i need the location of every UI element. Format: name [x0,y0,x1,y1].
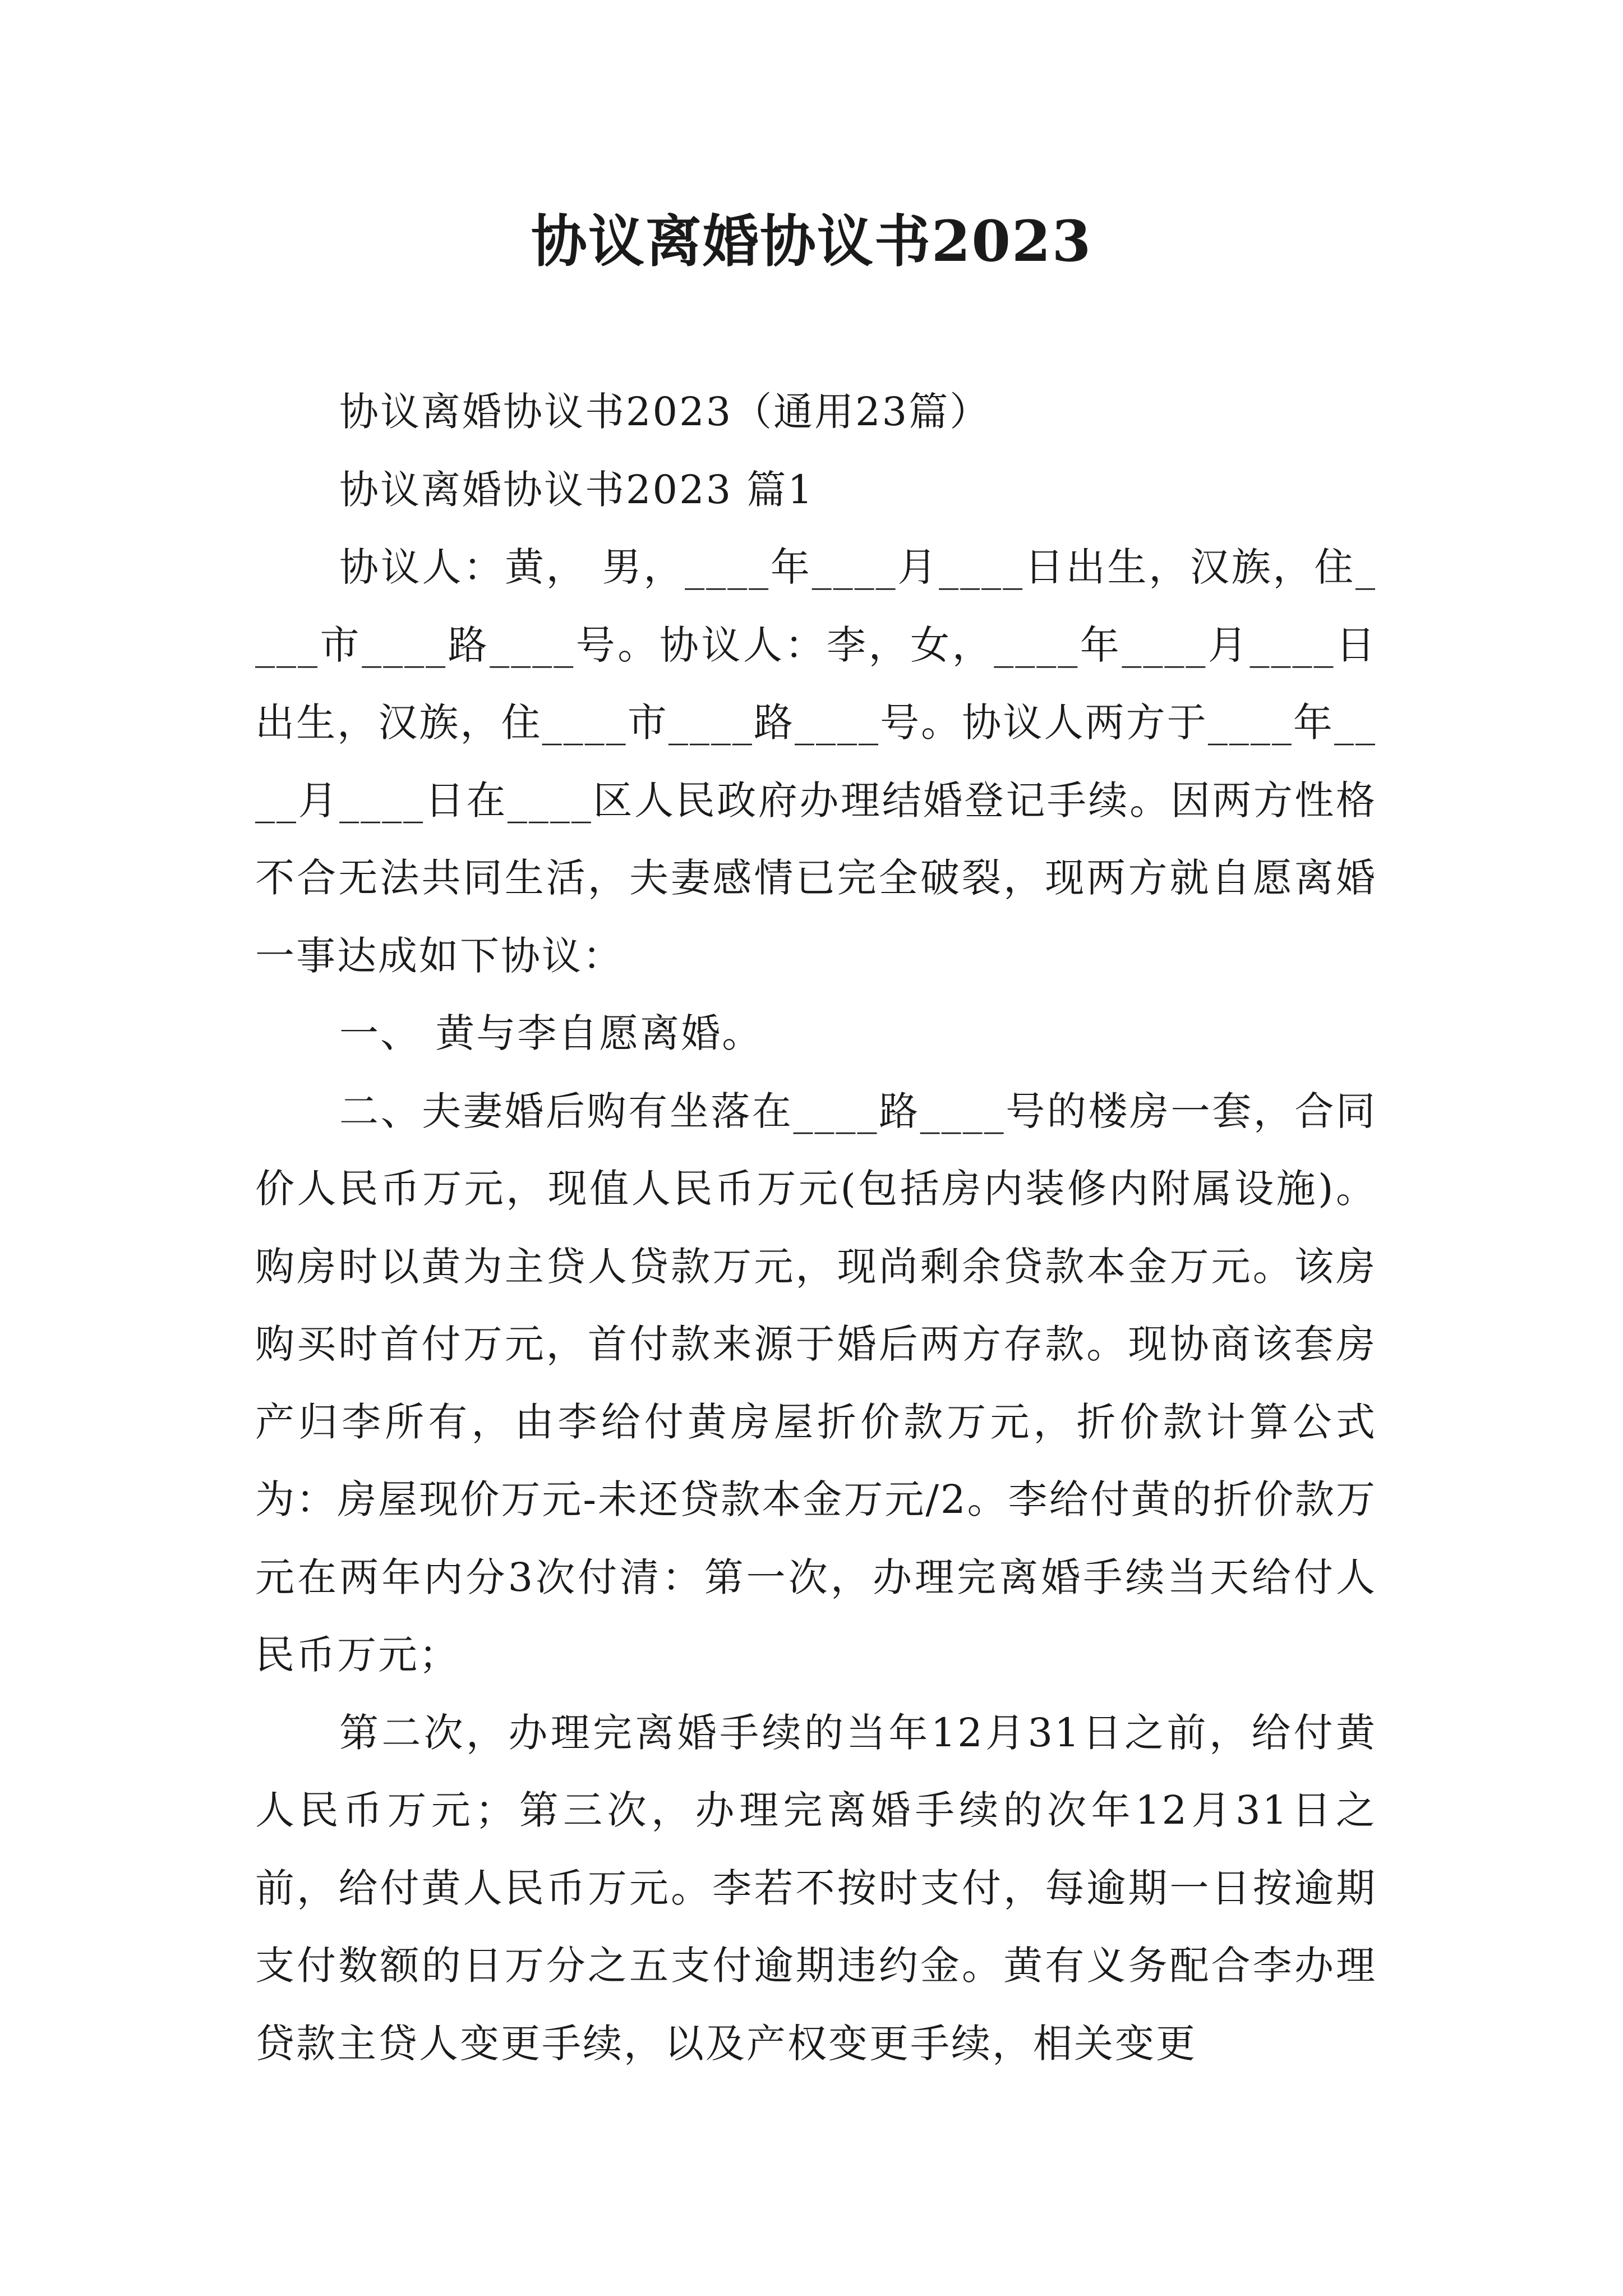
body-paragraph: 协议人：黄， 男，____年____月____日出生，汉族，住____市____路____号。协议人：李，女，____年____月____日出生，汉族，住____市____路____号。协议人两方于____年____月____日在____区人民政府办理结婚登记手续。因两方性格不合无法共同生活，夫妻感情已完全破裂，现两方就自愿离婚一事达成如下协议： [255,544,1377,979]
document-title: 协议离婚协议书2023 [531,208,1092,274]
document-body [255,373,1377,2082]
subtitle-paragraph: 协议离婚协议书2023（通用23篇） [339,389,991,435]
body-paragraph: 第二次，办理完离婚手续的当年12月31日之前，给付黄人民币万元；第三次，办理完离婚手续的次年12月31日之前，给付黄人民币万元。李若不按时支付，每逾期一日按逾期支付数额的日万分之五支付逾期违约金。黄有义务配合李办理贷款主贷人变更手续，以及产权变更手续，相关变更 [255,1709,1377,2067]
body-paragraph: 二、夫妻婚后购有坐落在____路____号的楼房一套，合同价人民币万元，现值人民币万元(包括房内装修内附属设施)。购房时以黄为主贷人贷款万元，现尚剩余贷款本金万元。该房购买时首付万元，首付款来源于婚后两方存款。现协商该套房产归李所有，由李给付黄房屋折价款万元，折价款计算公式为：房屋现价万元-未还贷款本金万元/2。李给付黄的折价款万元在两年内分3次付清：第一次，办理完离婚手续当天给付人民币万元； [255,1088,1377,1678]
body-paragraph: 一、 黄与李自愿离婚。 [339,1010,763,1056]
section-heading: 协议离婚协议书2023 篇1 [339,466,814,513]
